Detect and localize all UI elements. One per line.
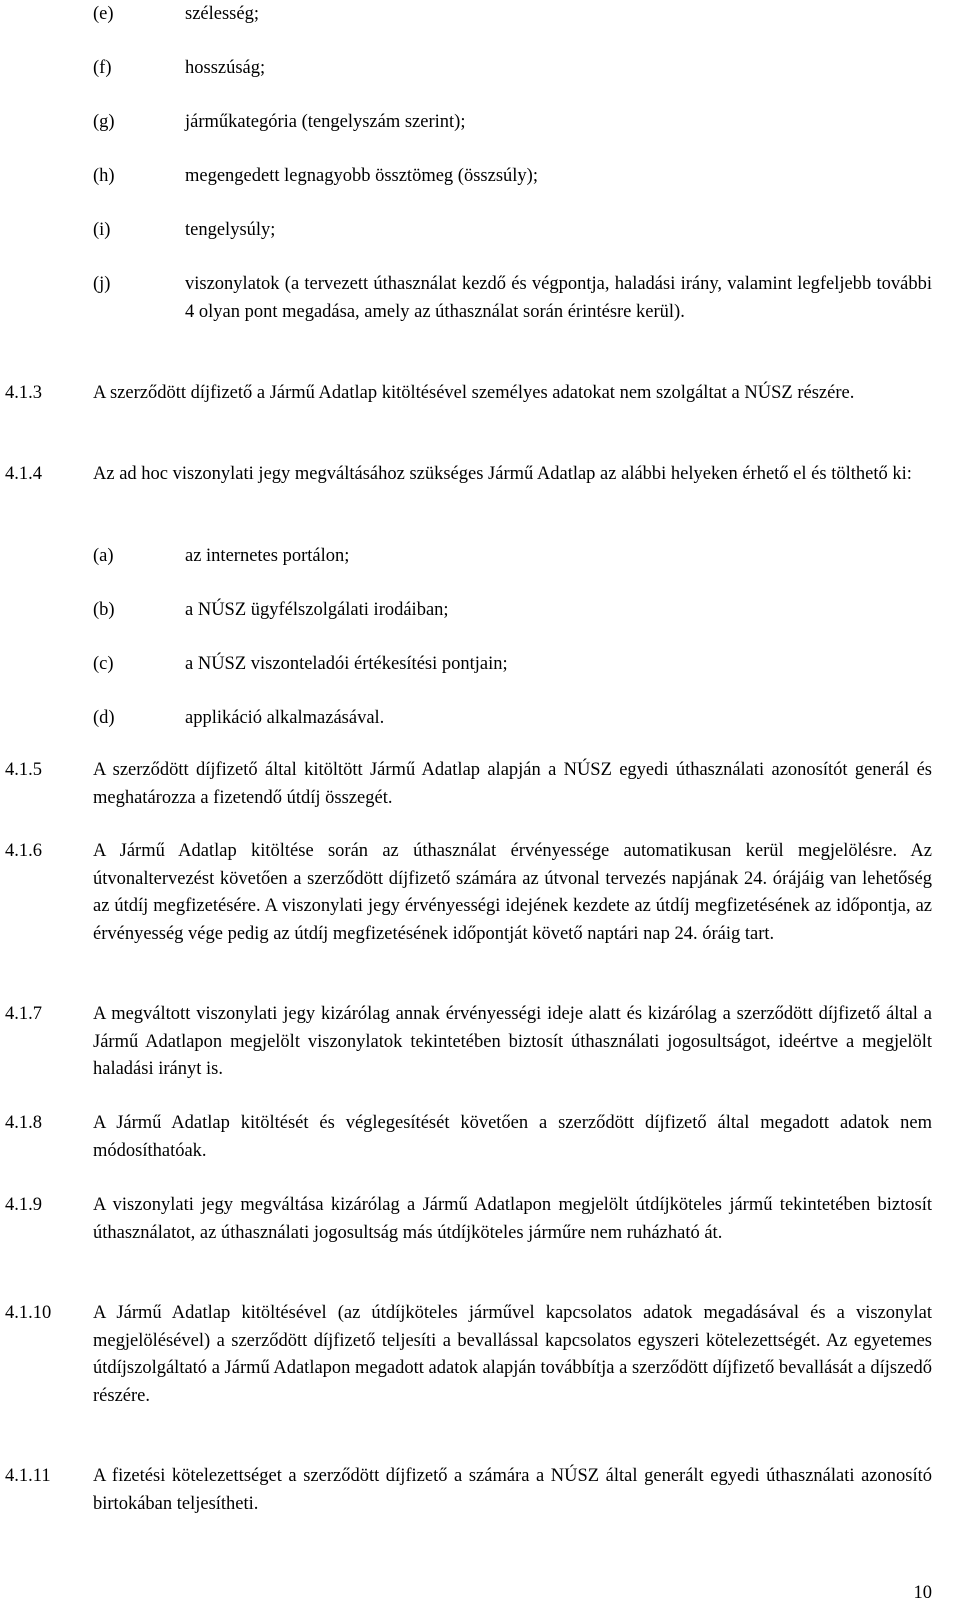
list-item-text: a NÚSZ ügyfélszolgálati irodáiban;: [185, 600, 449, 620]
list-item-label: (a): [93, 546, 114, 566]
section-text: A fizetési kötelezettséget a szerződött díjfizető a számára a NÚSZ által generált egyedi úthasználati azonosító birtokában teljesítheti.: [93, 1466, 932, 1514]
list-item-label: (b): [93, 600, 115, 620]
section-text: A viszonylati jegy megváltása kizárólag a Jármű Adatlapon megjelölt útdíjköteles jármű tekintetében biztosít úthasználatot, az úthasználati jogosultság más útdíjköteles járműre nem ruházható át.: [93, 1195, 932, 1243]
list-item-label: (d): [93, 708, 115, 728]
page-number: 10: [913, 1583, 932, 1603]
list-item-label: (h): [93, 166, 115, 186]
section-text: A szerződött díjfizető által kitöltött Jármű Adatlap alapján a NÚSZ egyedi úthasználati azonosítót generál és meghatározza a fizetendő útdíj összegét.: [93, 760, 932, 808]
list-item-text: hosszúság;: [185, 58, 266, 78]
section-text: A Jármű Adatlap kitöltését és véglegesítését követően a szerződött díjfizető által megadott adatok nem módosíthatóak.: [93, 1113, 932, 1161]
section-number: 4.1.8: [5, 1113, 42, 1133]
section-number: 4.1.7: [5, 1004, 42, 1024]
list-item-label: (e): [93, 4, 114, 24]
section-text: A Jármű Adatlap kitöltésével (az útdíjköteles járművel kapcsolatos adatok megadásával és a viszonylat megjelölésével) a szerződött díjfizető teljesíti a bevallással kapcsolatos egyszeri kötelezettségét. Az egyetemes útdíjszolgáltató a Jármű Adatlapon megadott adatok alapján továbbítja a szerződött díjfizető bevallását a díjszedő részére.: [93, 1303, 932, 1406]
section-number: 4.1.3: [5, 383, 42, 403]
list-item-text: a NÚSZ viszonteladói értékesítési pontjain;: [185, 654, 508, 674]
section-text: A szerződött díjfizető a Jármű Adatlap kitöltésével személyes adatokat nem szolgáltat a NÚSZ részére.: [93, 383, 855, 403]
section-number: 4.1.11: [5, 1466, 51, 1486]
list-item-label: (i): [93, 220, 111, 240]
list-item-label: (c): [93, 654, 114, 674]
list-item-text: megengedett legnagyobb össztömeg (összsúly);: [185, 166, 538, 186]
list-item-text: applikáció alkalmazásával.: [185, 708, 385, 728]
list-item-label: (j): [93, 274, 111, 294]
list-item-text: tengelysúly;: [185, 220, 276, 240]
list-item-text: az internetes portálon;: [185, 546, 350, 566]
list-item-text: járműkategória (tengelyszám szerint);: [185, 112, 466, 132]
section-number: 4.1.5: [5, 760, 42, 780]
section-number: 4.1.4: [5, 464, 42, 484]
list-item-text: viszonylatok (a tervezett úthasználat kezdő és végpontja, haladási irány, valamint legfeljebb további 4 olyan pont megadása, amely az úthasználat során érintésre kerül).: [185, 274, 932, 322]
section-number: 4.1.10: [5, 1303, 52, 1323]
section-text: A Jármű Adatlap kitöltése során az úthasználat érvényessége automatikusan kerül megjelölésre. Az útvonaltervezést követően a szerződött díjfizető számára az útvonal tervezés napjának 24. órájáig van lehetőség az útdíj megfizetésére. A viszonylati jegy érvényességi idejének kezdete az útdíj megfizetésének az időpontja, az érvényesség vége pedig az útdíj megfizetésének időpontját követő naptári nap 24. óráig tart.: [93, 841, 932, 944]
section-number: 4.1.9: [5, 1195, 42, 1215]
section-text: Az ad hoc viszonylati jegy megváltásához szükséges Jármű Adatlap az alábbi helyeken érhető el és tölthető ki:: [93, 464, 912, 484]
section-number: 4.1.6: [5, 841, 42, 861]
list-item-label: (f): [93, 58, 112, 78]
list-item-label: (g): [93, 112, 115, 132]
section-text: A megváltott viszonylati jegy kizárólag annak érvényességi ideje alatt és kizárólag a szerződött díjfizető által a Jármű Adatlapon megjelölt viszonylatok tekintetében biztosít úthasználati jogosultságot, ideértve a megjelölt haladási irányt is.: [93, 1004, 932, 1079]
list-item-text: szélesség;: [185, 4, 259, 24]
